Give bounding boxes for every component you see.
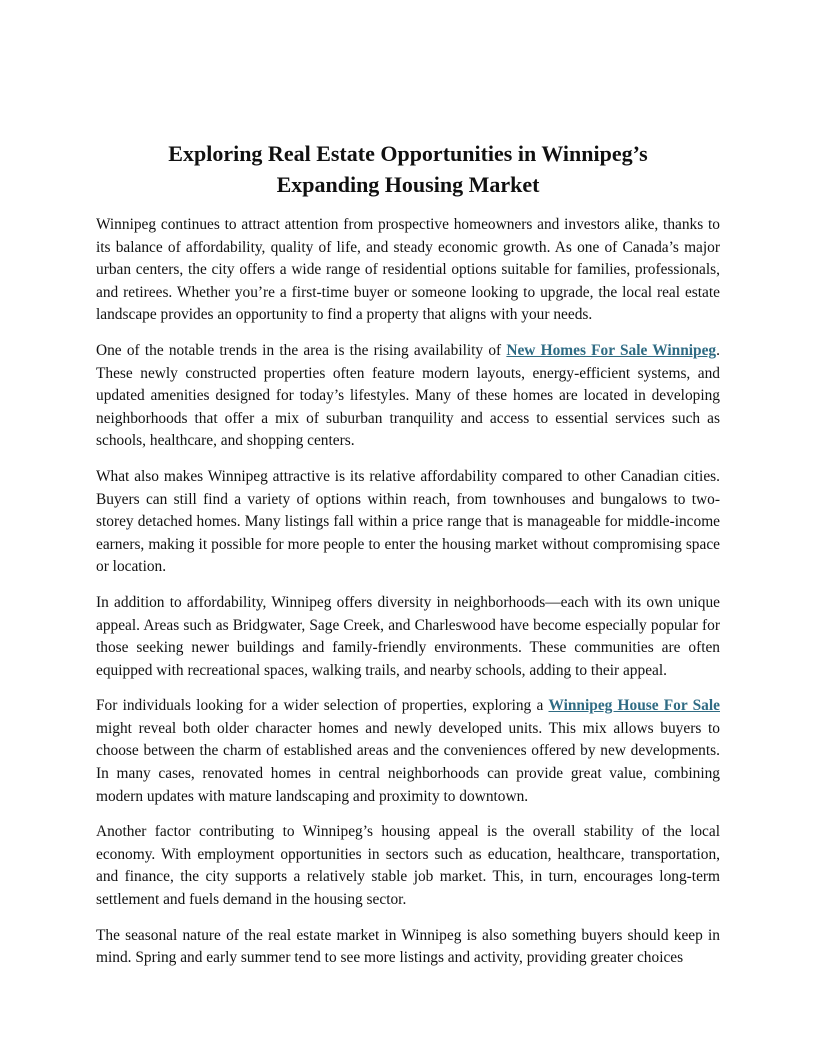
document-page (96, 138, 720, 983)
paragraph-neighborhoods: In addition to affordability, Winnipeg offers diversity in neighborhoods—each with its own unique appeal. Areas such as Bridgwater, Sage Creek, and Charleswood have become especially popular for those seeking newer buildings and family-friendly environments. These communities are often equipped with recreational spaces, walking trails, and nearby schools, adding to their appeal. (96, 593, 720, 679)
paragraph-seasonal: The seasonal nature of the real estate market in Winnipeg is also something buyers should keep in mind. Spring and early summer tend to see more listings and activity, providing greater choices (96, 926, 720, 967)
paragraph-house-for-sale (96, 695, 720, 808)
title-line-2: Expanding Housing Market (276, 172, 540, 197)
paragraph-text: One of the notable trends in the area is the rising availability of (96, 341, 507, 359)
paragraph-new-homes (96, 340, 720, 453)
paragraph-text: . These newly constructed properties often feature modern layouts, energy-efficient systems, and updated amenities designed for today’s lifestyles. Many of these homes are located in developing neighborhoods that offer a mix of suburban tranquility and access to essential services such as schools, healthcare, and shopping centers. (96, 341, 720, 450)
paragraph-affordability: What also makes Winnipeg attractive is its relative affordability compared to other Canadian cities. Buyers can still find a variety of options within reach, from townhouses and bungalows to two-storey detached homes. Many listings fall within a price range that is manageable for middle-income earners, making it possible for more people to enter the housing market without compromising space or location. (96, 467, 720, 576)
paragraph-economy: Another factor contributing to Winnipeg’s housing appeal is the overall stability of the local economy. With employment opportunities in sectors such as education, healthcare, transportation, and finance, the city supports a relatively stable job market. This, in turn, encourages long-term settlement and fuels demand in the housing sector. (96, 823, 720, 909)
new-homes-link[interactable]: New Homes For Sale Winnipeg (506, 341, 717, 359)
paragraph-text: might reveal both older character homes and newly developed units. This mix allows buyers to choose between the charm of established areas and the conveniences offered by new developments. In many cases, renovated homes in central neighborhoods can provide great value, combining modern updates with mature landscaping and proximity to downtown. (96, 719, 720, 805)
paragraph-intro: Winnipeg continues to attract attention from prospective homeowners and investors alike, thanks to its balance of affordability, quality of life, and steady economic growth. As one of Canada’s major urban centers, the city offers a wide range of residential options suitable for families, professionals, and retirees. Whether you’re a first-time buyer or someone looking to upgrade, the local real estate landscape provides an opportunity to find a property that aligns with your needs. (96, 216, 720, 324)
paragraph-text: For individuals looking for a wider selection of properties, exploring a (96, 697, 549, 715)
house-for-sale-link[interactable]: Winnipeg House For Sale (548, 697, 720, 715)
title-line-1: Exploring Real Estate Opportunities in Winnipeg’s (168, 141, 648, 166)
document-title (96, 138, 720, 200)
